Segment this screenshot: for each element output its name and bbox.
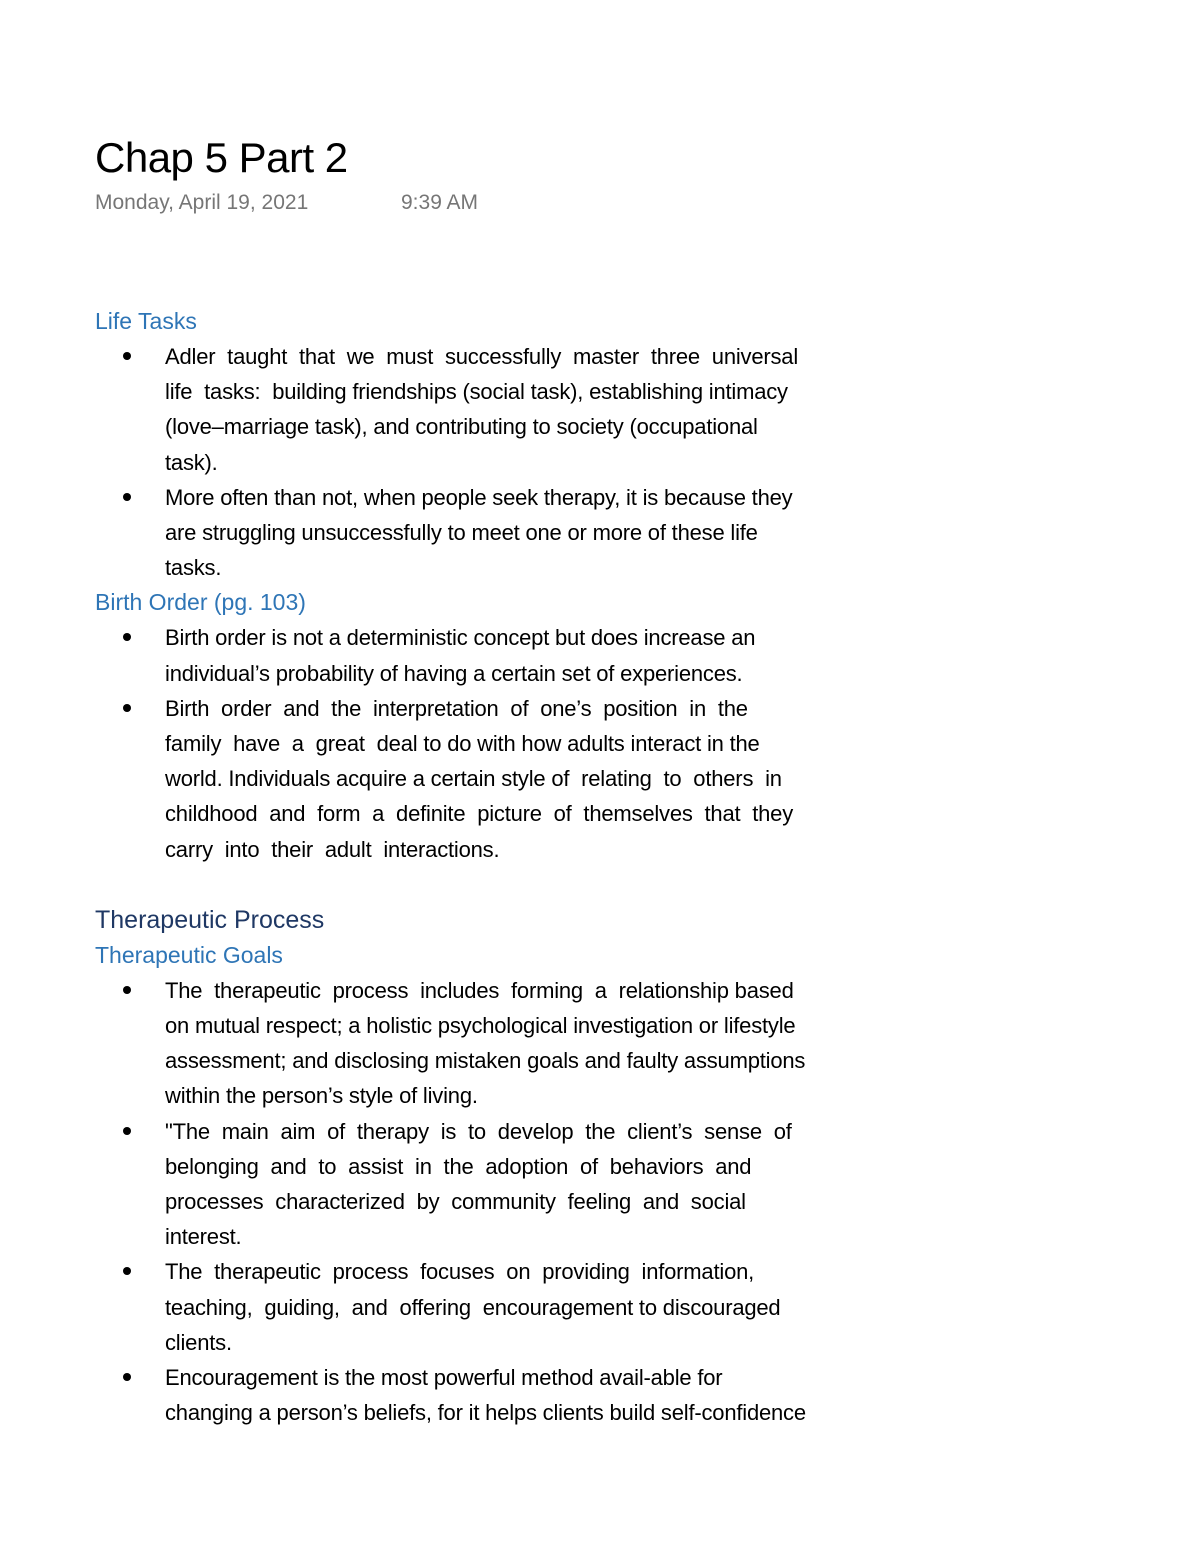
- section-heading: Birth Order (pg. 103): [95, 589, 306, 616]
- bullet-text-line: assessment; and disclosing mistaken goals and faulty assumptions: [165, 1048, 806, 1074]
- note-timestamp: [95, 186, 965, 220]
- section-heading: Life Tasks: [95, 308, 197, 334]
- note-page: [95, 130, 965, 1430]
- bullet-icon: [123, 352, 131, 360]
- bullet-text-line: task).: [165, 449, 218, 475]
- bullet-icon: [123, 704, 131, 712]
- section-heading: Therapeutic Process: [95, 905, 325, 934]
- bullet-text-line: More often than not, when people seek therapy, it is because they: [165, 484, 793, 510]
- bullet-item: [95, 339, 965, 480]
- bullet-icon: [123, 633, 131, 641]
- bullet-text-line: processes characterized by community feeling and social: [165, 1189, 746, 1215]
- bullet-item: [95, 620, 965, 690]
- bullet-item: [95, 1114, 965, 1255]
- bullet-text-line: world. Individuals acquire a certain style of relating to others in: [165, 766, 782, 792]
- bullet-text-line: Birth order and the interpretation of one’s position in the: [165, 695, 748, 721]
- note-body: [95, 304, 965, 1430]
- bullet-text-line: carry into their adult interactions.: [165, 836, 500, 862]
- bullet-item: [95, 1254, 965, 1360]
- bullet-text-line: within the person’s style of living.: [165, 1083, 478, 1109]
- bullet-text-line: clients.: [165, 1329, 232, 1355]
- bullet-text-line: belonging and to assist in the adoption of behaviors and: [165, 1153, 752, 1179]
- note-time: 9:39 AM: [401, 191, 479, 214]
- bullet-text-line: Encouragement is the most powerful method avail-able for: [165, 1365, 723, 1391]
- bullet-text-line: tasks.: [165, 555, 222, 581]
- bullet-text-line: Adler taught that we must successfully master three universal: [165, 344, 799, 369]
- bullet-icon: [123, 493, 131, 501]
- bullet-icon: [123, 1127, 131, 1135]
- bullet-item: [95, 480, 965, 586]
- bullet-text-line: are struggling unsuccessfully to meet one or more of these life: [165, 520, 758, 546]
- bullet-icon: [123, 986, 131, 994]
- bullet-text-line: "The main aim of therapy is to develop the client’s sense of: [165, 1118, 792, 1144]
- bullet-text-line: (love–marriage task), and contributing to society (occupational: [165, 414, 758, 440]
- bullet-text-line: family have a great deal to do with how adults interact in the: [165, 731, 760, 757]
- page-title: Chap 5 Part 2: [95, 134, 348, 181]
- bullet-text-line: The therapeutic process includes forming a relationship based: [165, 977, 794, 1003]
- bullet-text-line: The therapeutic process focuses on providing information,: [165, 1259, 755, 1285]
- section-heading: Therapeutic Goals: [95, 941, 283, 968]
- bullet-text-line: Birth order is not a deterministic concept but does increase an: [165, 625, 756, 651]
- bullet-text-line: childhood and form a definite picture of themselves that they: [165, 801, 794, 827]
- bullet-text-line: individual’s probability of having a certain set of experiences.: [165, 660, 743, 686]
- bullet-text-line: teaching, guiding, and offering encouragement to discouraged: [165, 1294, 781, 1320]
- bullet-item: [95, 691, 965, 867]
- note-date: Monday, April 19, 2021: [95, 191, 309, 214]
- bullet-text-line: interest.: [165, 1224, 242, 1250]
- bullet-text-line: on mutual respect; a holistic psychological investigation or lifestyle: [165, 1013, 796, 1039]
- bullet-item: [95, 1360, 965, 1430]
- bullet-item: [95, 973, 965, 1114]
- bullet-text-line: life tasks: building friendships (social task), establishing intimacy: [165, 379, 788, 405]
- bullet-text-line: changing a person’s beliefs, for it helps clients build self-confidence: [165, 1400, 806, 1426]
- bullet-icon: [123, 1373, 131, 1381]
- bullet-icon: [123, 1267, 131, 1275]
